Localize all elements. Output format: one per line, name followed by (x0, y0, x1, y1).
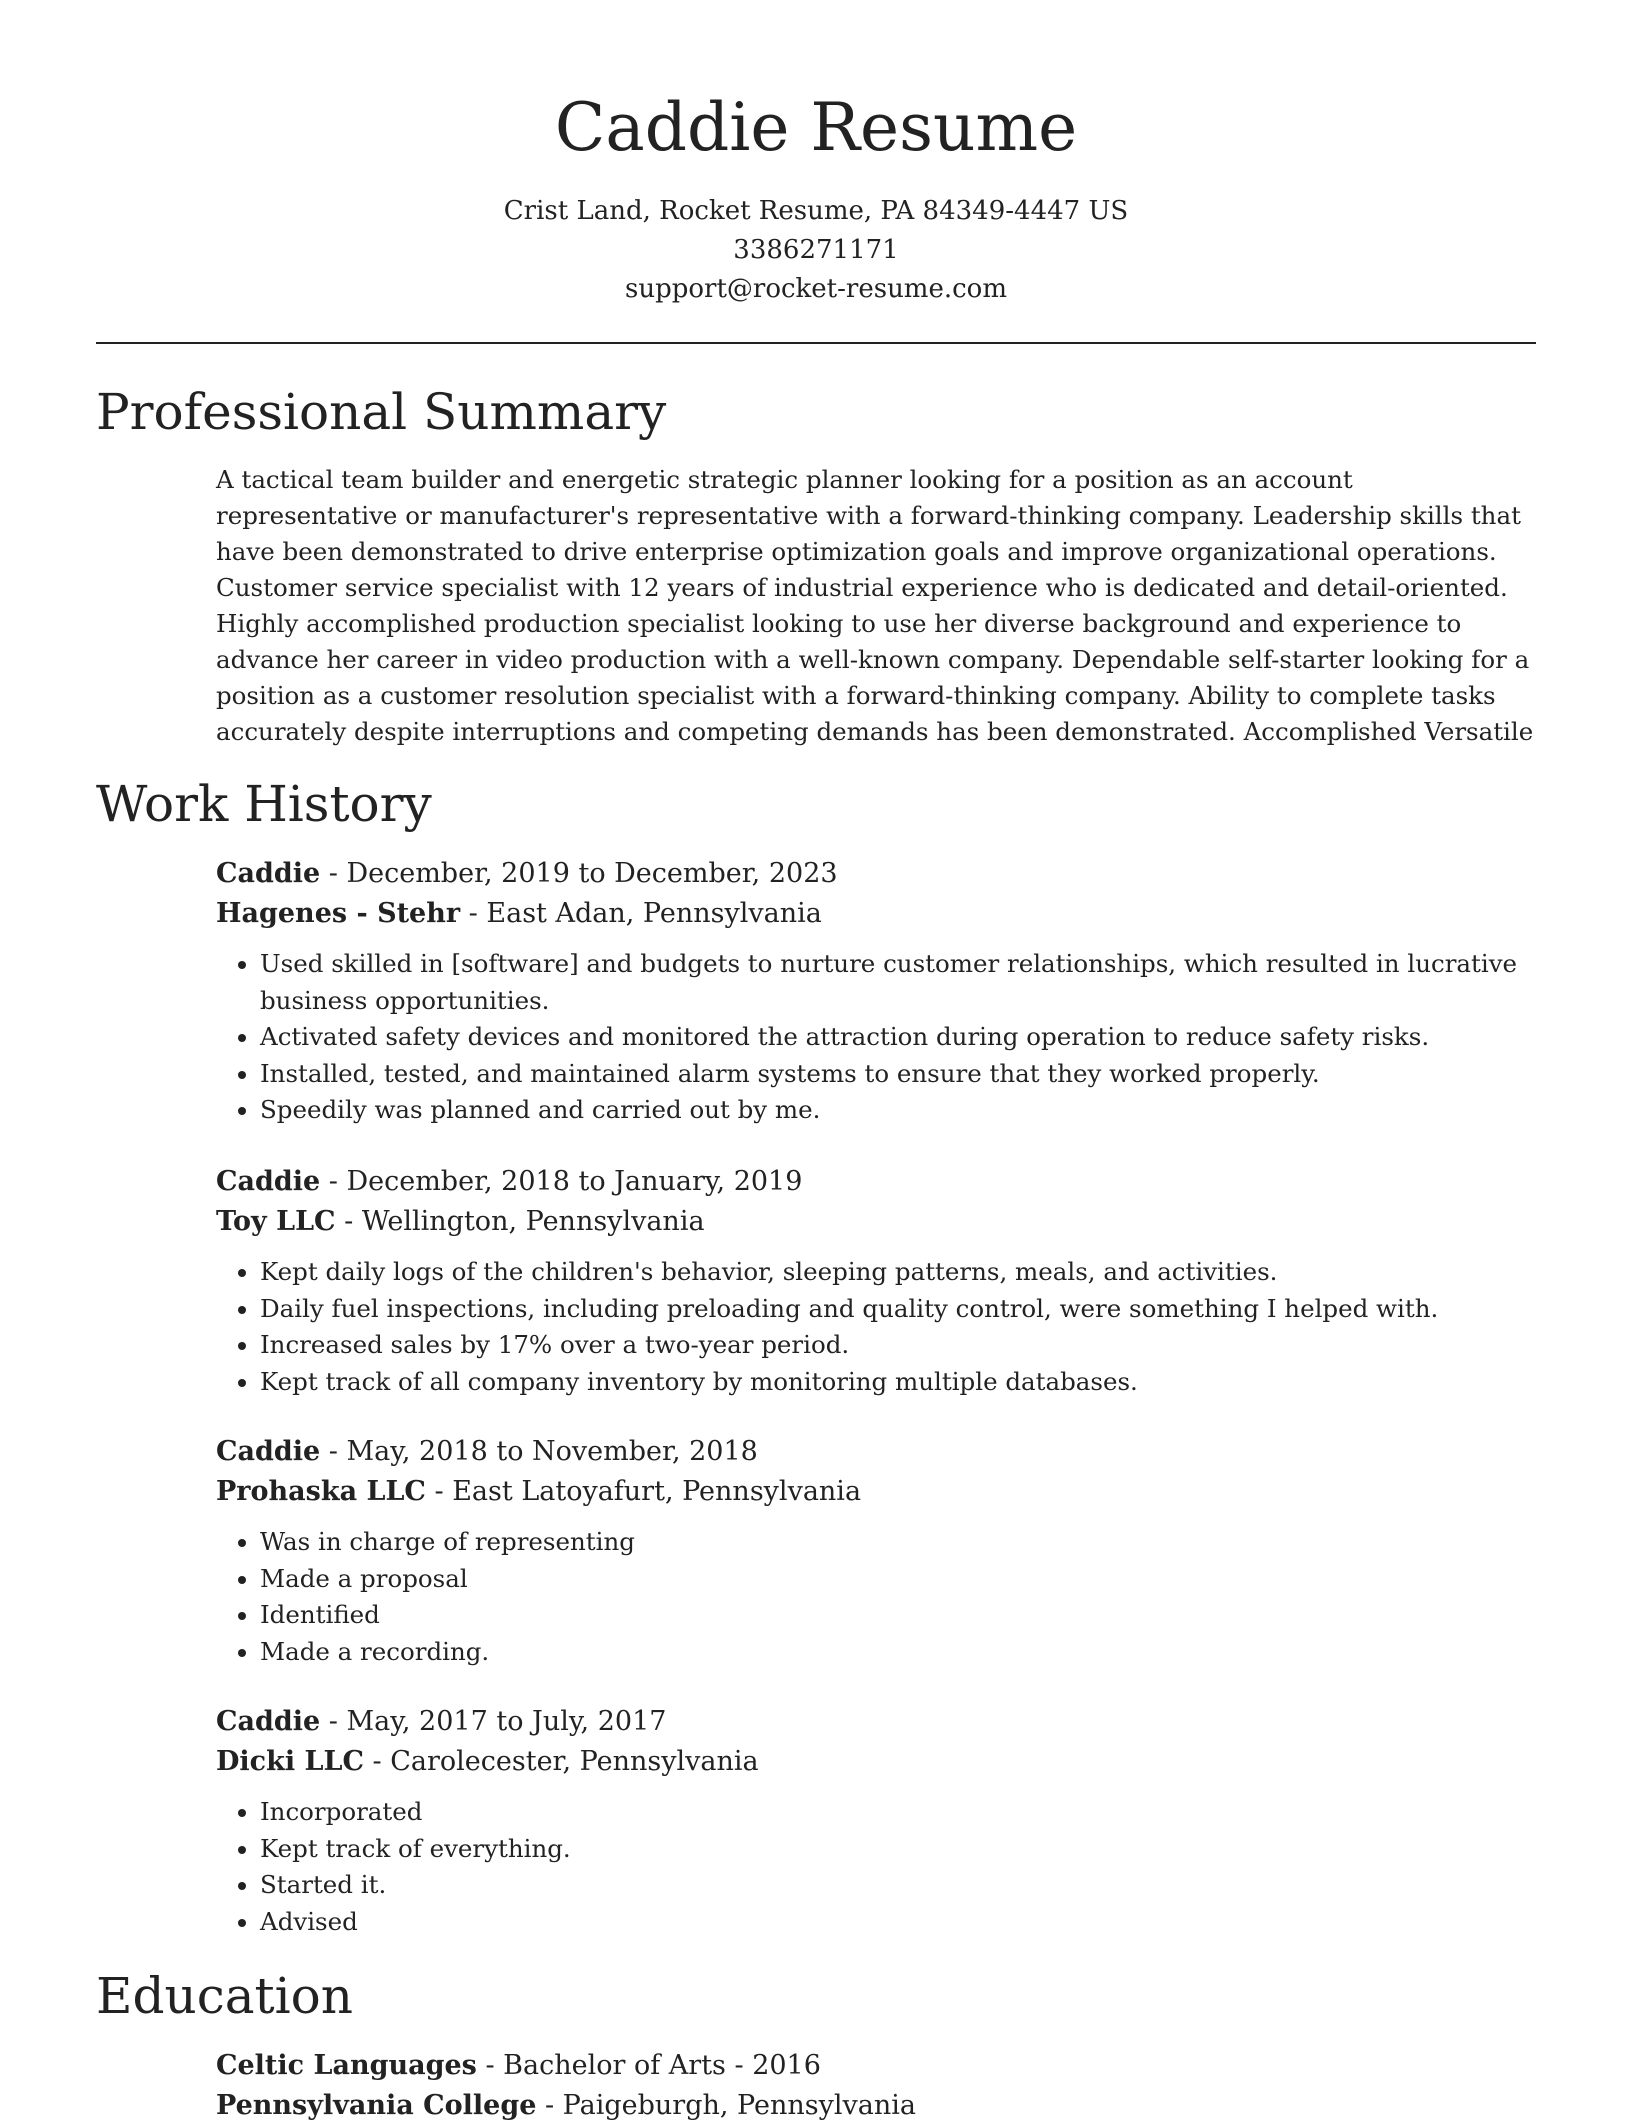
bullet-item: • Was in charge of representing (260, 1524, 1536, 1561)
bullet-item: • Started it. (260, 1867, 1536, 1904)
education-entry (216, 2046, 1536, 2126)
job-location: - East Latoyafurt, Pennsylvania (425, 1476, 862, 1507)
job-location: - Wellington, Pennsylvania (335, 1206, 705, 1237)
bullet-item: • Advised (260, 1904, 1536, 1941)
bullet-item: • Made a recording. (260, 1634, 1536, 1671)
contact-email: support@rocket-resume.com (624, 274, 1007, 304)
job-company: Dicki LLC (216, 1746, 364, 1777)
job-title-line (216, 1432, 1536, 1472)
bullet-item: • Activated safety devices and monitored the attraction during operation to reduce safety risks. (260, 1019, 1536, 1056)
job-title-line (216, 854, 1536, 894)
job-location: - Carolecester, Pennsylvania (363, 1746, 759, 1777)
job-entry (216, 1702, 1536, 1940)
contact-phone: 3386271171 (733, 235, 899, 265)
summary-heading: Professional Summary (96, 383, 667, 441)
bullet-item: • Kept daily logs of the children's behavior, sleeping patterns, meals, and activities. (260, 1254, 1536, 1291)
work-history-heading: Work History (96, 775, 432, 833)
education-school: Pennsylvania College (216, 2090, 537, 2121)
job-bullets (216, 1794, 1536, 1940)
job-company-line (216, 1472, 1536, 1512)
job-bullets (216, 946, 1536, 1129)
bullet-item: • Kept track of everything. (260, 1831, 1536, 1868)
resume-header (0, 0, 1632, 309)
summary-text: A tactical team builder and energetic strategic planner looking for a position as an account representative or manufacturer's representative with a forward-thinking company. Leadership skills that have been demonstrated to drive enterprise optimization goals and improve organizational operations. Customer service specialist with 12 years of industrial experience who is dedicated and detail-oriented. Highly accomplished production specialist looking to use her diverse background and experience to advance her career in video production with a well-known company. Dependable self-starter looking for a position as a customer resolution specialist with a forward-thinking company. Ability to complete tasks accurately despite interruptions and competing demands has been demonstrated. Accomplished Versatile (216, 465, 1534, 746)
job-company: Prohaska LLC (216, 1476, 426, 1507)
job-company-line (216, 894, 1536, 934)
bullet-item: • Incorporated (260, 1794, 1536, 1831)
education-heading: Education (96, 1967, 353, 2025)
job-entry (216, 1432, 1536, 1670)
job-dates: - December, 2018 to January, 2019 (320, 1166, 803, 1197)
bullet-item: • Speedily was planned and carried out by me. (260, 1092, 1536, 1129)
education-degree: - Bachelor of Arts - 2016 (476, 2050, 821, 2081)
bullet-item: • Identified (260, 1597, 1536, 1634)
job-company: Toy LLC (216, 1206, 336, 1237)
bullet-item: • Daily fuel inspections, including preloading and quality control, were something I helped with. (260, 1291, 1536, 1328)
bullet-item: • Increased sales by 17% over a two-year period. (260, 1327, 1536, 1364)
job-company: Hagenes - Stehr (216, 898, 461, 929)
job-title: Caddie (216, 1706, 321, 1737)
job-dates: - December, 2019 to December, 2023 (320, 858, 838, 889)
job-title: Caddie (216, 1166, 321, 1197)
job-entry (216, 854, 1536, 1129)
job-bullets (216, 1524, 1536, 1670)
job-dates: - May, 2018 to November, 2018 (320, 1436, 758, 1467)
job-title: Caddie (216, 858, 321, 889)
job-title-line (216, 1162, 1536, 1202)
education-degree-line (216, 2046, 1536, 2086)
job-title: Caddie (216, 1436, 321, 1467)
education-location: - Paigeburgh, Pennsylvania (536, 2090, 916, 2121)
job-bullets (216, 1254, 1536, 1400)
job-title-line (216, 1702, 1536, 1742)
job-entry (216, 1162, 1536, 1400)
bullet-item: • Made a proposal (260, 1561, 1536, 1598)
bullet-item: • Used skilled in [software] and budgets to nurture customer relationships, which resulted in lucrative business opportunities. (260, 946, 1536, 1019)
bullet-item: • Kept track of all company inventory by monitoring multiple databases. (260, 1364, 1536, 1401)
bullet-item: • Installed, tested, and maintained alarm systems to ensure that they worked properly. (260, 1056, 1536, 1093)
header-divider (96, 342, 1536, 344)
education-school-line (216, 2086, 1536, 2126)
job-company-line (216, 1742, 1536, 1782)
job-company-line (216, 1202, 1536, 1242)
job-location: - East Adan, Pennsylvania (460, 898, 822, 929)
contact-address: Crist Land, Rocket Resume, PA 84349-4447 US (503, 196, 1129, 226)
education-field: Celtic Languages (216, 2050, 477, 2081)
job-dates: - May, 2017 to July, 2017 (320, 1706, 667, 1737)
candidate-name: Caddie Resume (554, 89, 1078, 166)
